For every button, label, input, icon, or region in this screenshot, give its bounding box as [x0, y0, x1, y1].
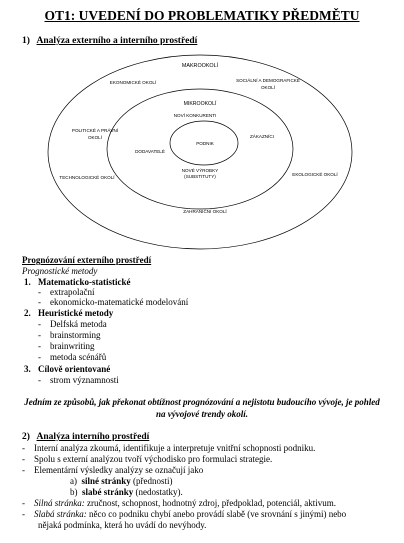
vyrobky-label-1: NOVÉ VÝROBKY	[181, 168, 219, 173]
socialni-label-2: OKOLÍ	[260, 85, 276, 90]
environment-diagram	[45, 52, 355, 252]
zahranicni-label: ZAHRANIČNÍ OKOLÍ	[183, 209, 227, 214]
section-2-title: Analýza interního prostředí	[36, 432, 150, 442]
sub-item-b: b) slabé stránky (nedostatky).	[70, 487, 183, 497]
group-1-number: 1.	[24, 277, 31, 287]
group-1-label: Matematicko-statistické	[38, 277, 131, 287]
section-2-heading	[22, 432, 149, 442]
dodavatele-label: DODAVATELÉ	[135, 149, 165, 154]
sub-item-a: a) silné stránky (přednosti)	[70, 476, 173, 486]
podnik-label: PODNIK	[196, 141, 214, 146]
ekonomicke-label: EKONOMICKÉ OKOLÍ	[109, 80, 157, 85]
list-item: - Spolu s externí analýzou tvoří východisko pro formulaci strategie.	[22, 454, 273, 464]
group-2-label: Heuristické metody	[38, 308, 114, 318]
makro-label: MAKROOKOLÍ	[181, 63, 219, 69]
list-item: - Delfská metoda	[38, 319, 107, 329]
weak-point-continuation: nějaká podmínka, která ho uvádí do nevýhody.	[38, 520, 207, 530]
section-1-number: 1)	[22, 36, 30, 46]
technologicke-label: TECHNOLOGICKÉ OKOLÍ	[59, 175, 115, 180]
group-3-number: 3.	[24, 364, 31, 374]
ekologicke-label: EKOLOGICKÉ OKOLÍ	[292, 172, 338, 177]
list-item: - strom významnosti	[38, 375, 119, 385]
list-item: - Interní analýza zkoumá, identifikuje a interpretuje vnitřní schopnosti podniku.	[22, 443, 316, 453]
group-3-label: Cílově orientované	[38, 364, 111, 374]
group-2-number: 2.	[24, 308, 31, 318]
makro-ellipse	[48, 55, 352, 249]
page-title: OT1: UVEDENÍ DO PROBLEMATIKY PŘEDMĚTU	[44, 8, 360, 23]
section-1-heading	[22, 36, 197, 46]
politicke-label-2: OKOLÍ	[87, 135, 103, 140]
list-item: - ekonomicko-matematické modelování	[38, 297, 189, 307]
mikro-label: MIKROOKOLÍ	[183, 101, 217, 107]
weak-point-definition: - Slabá stránka: něco co podniku chybí anebo provádí slabě (ve srovnání s jinými) nebo	[22, 509, 347, 519]
strong-point-definition: - Silná stránka: zručnost, schopnost, hodnotný zdroj, předpoklad, potenciál, aktivum.	[22, 498, 336, 508]
zakaznici-label: ZÁKAZNÍCI	[250, 134, 274, 139]
list-item: - extrapolační	[38, 287, 95, 297]
section-2-number: 2)	[22, 432, 30, 442]
section-1-title: Analýza externího a interního prostředí	[36, 36, 198, 46]
konkurenti-label: NOVÍ KONKURENTI	[173, 113, 217, 118]
list-item: - brainstorming	[38, 330, 101, 340]
vyrobky-label-2: (SUBSTITUTY)	[184, 174, 216, 179]
forecast-heading: Prognózování externího prostředí	[22, 255, 152, 265]
list-item: - Elementární výsledky analýzy se označují jako	[22, 465, 204, 475]
forecast-subheading: Prognostické metody	[22, 266, 98, 276]
list-item: - metoda scénářů	[38, 352, 107, 362]
trend-quote: Jedním ze způsobů, jak překonat obtížnost prognózování a nejistotu budoucího vývoje, je pohled na vývojové trendy okolí.	[24, 397, 380, 419]
list-item: - brainwriting	[38, 341, 95, 351]
politicke-label-1: POLITICKÉ A PRÁVNÍ	[71, 128, 119, 133]
socialni-label-1: SOCIÁLNÍ A DEMOGRAFICKÉ	[236, 78, 300, 83]
